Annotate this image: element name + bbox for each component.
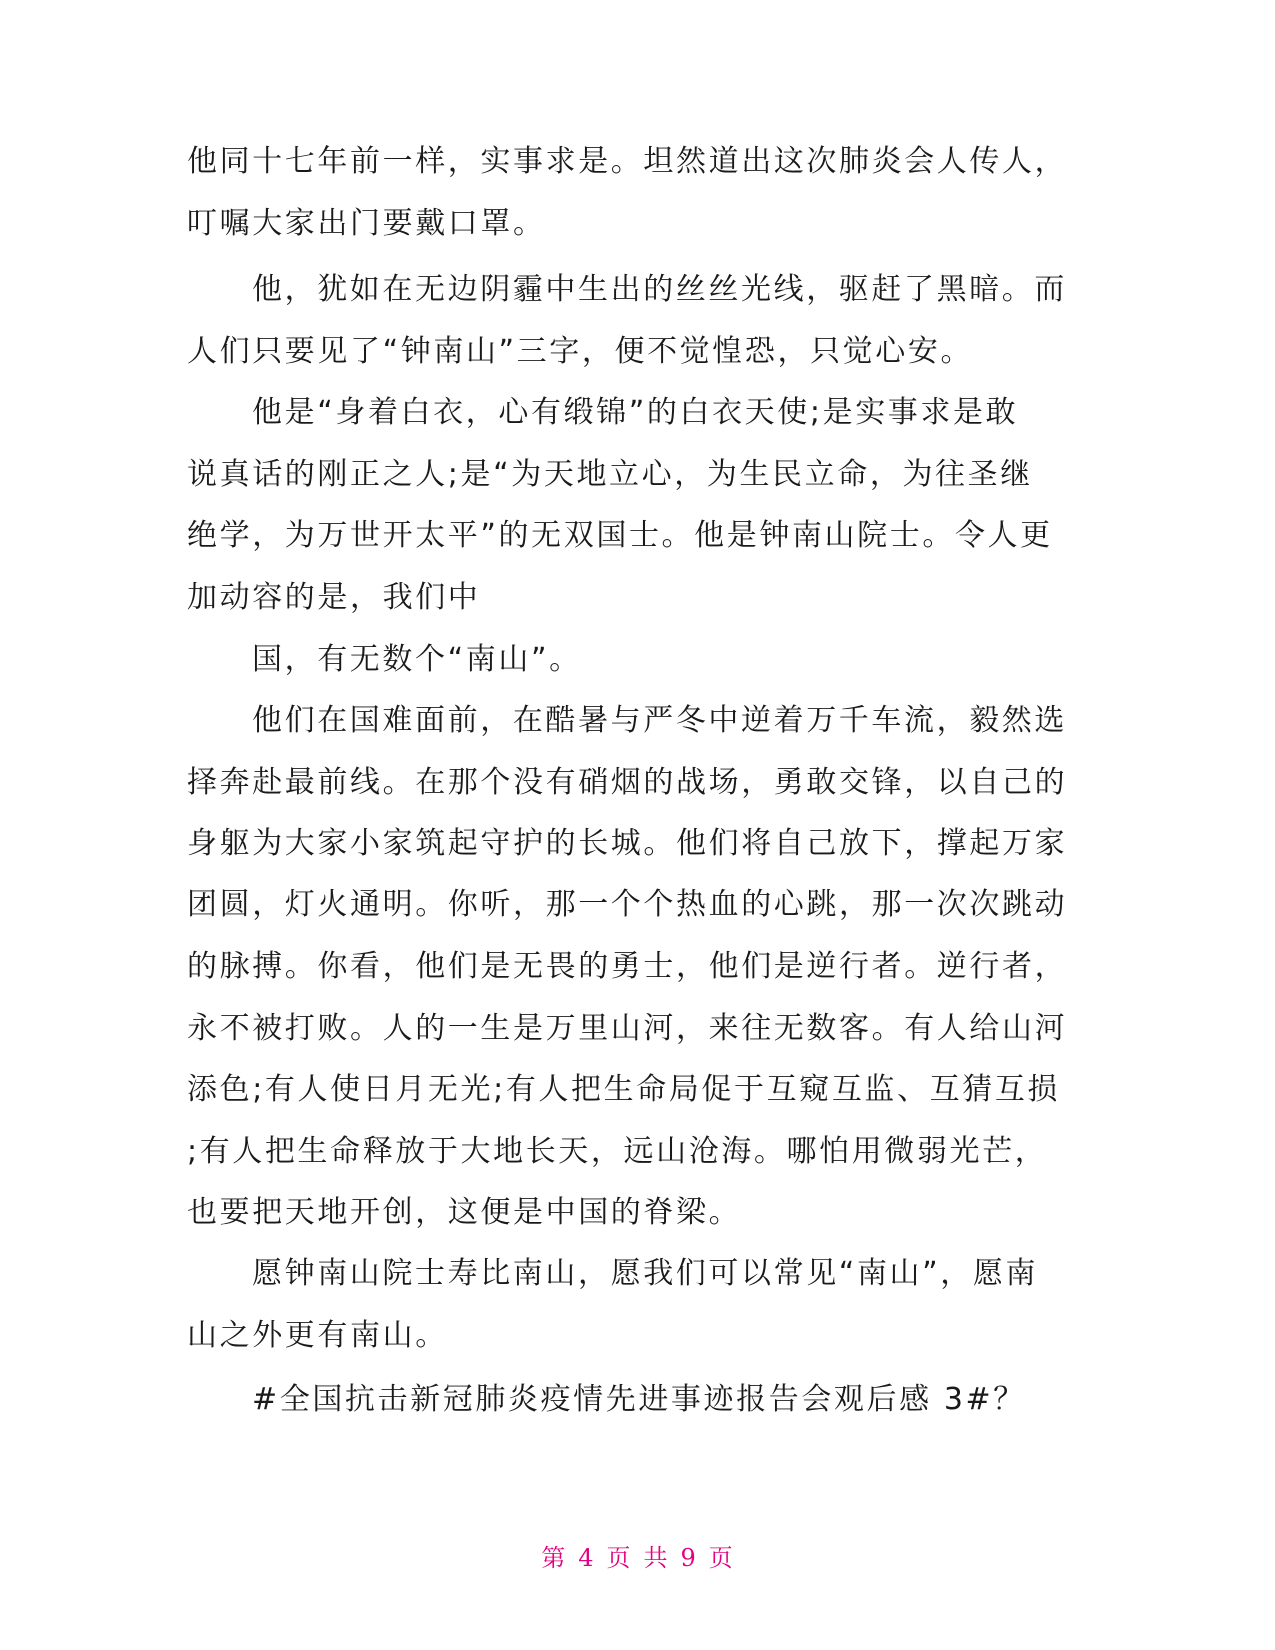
text-line: 叮嘱大家出门要戴口罩。 xyxy=(187,206,546,241)
footer-total-pages: 9 xyxy=(680,1544,697,1572)
text-line: 身躯为大家小家筑起守护的长城。他们将自己放下，撑起万家 xyxy=(187,826,1068,861)
text-line: 人们只要见了“钟南山”三字，便不觉惶恐，只觉心安。 xyxy=(187,334,974,369)
footer-total-prefix: 共 xyxy=(643,1544,669,1572)
text-line: 永不被打败。人的一生是万里山河，来往无数客。有人给山河 xyxy=(187,1011,1068,1046)
footer-prefix: 第 xyxy=(541,1544,567,1572)
footer-total-unit: 页 xyxy=(708,1544,734,1572)
text-line: 他，犹如在无边阴霾中生出的丝丝光线，驱赶了黑暗。而 xyxy=(252,272,1067,307)
text-line: 也要把天地开创，这便是中国的脊梁。 xyxy=(187,1195,742,1230)
text-line: 他是“身着白衣，心有缎锦”的白衣天使;是实事求是敢 xyxy=(252,395,1019,430)
text-line: 择奔赴最前线。在那个没有硝烟的战场，勇敢交锋，以自己的 xyxy=(187,765,1068,800)
page-footer xyxy=(0,1542,1275,1574)
text-line: 国，有无数个“南山”。 xyxy=(252,642,582,677)
text-line: 加动容的是，我们中 xyxy=(187,580,481,615)
text-line: ;有人把生命释放于大地长天，远山沧海。哪怕用微弱光芒， xyxy=(187,1134,1048,1169)
text-line: 他们在国难面前，在酷暑与严冬中逆着万千车流，毅然选 xyxy=(252,703,1067,738)
text-line: 说真话的刚正之人;是“为天地立心，为生民立命，为往圣继 xyxy=(187,457,1033,492)
text-line: 愿钟南山院士寿比南山，愿我们可以常见“南山”，愿南 xyxy=(252,1256,1039,1291)
footer-page-unit: 页 xyxy=(606,1544,632,1572)
text-line: 添色;有人使日月无光;有人把生命局促于互窥互监、互猜互损 xyxy=(187,1072,1061,1107)
text-line: 他同十七年前一样，实事求是。坦然道出这次肺炎会人传人， xyxy=(187,144,1068,179)
text-line: 的脉搏。你看，他们是无畏的勇士，他们是逆行者。逆行者， xyxy=(187,949,1068,984)
text-line: 山之外更有南山。 xyxy=(187,1318,448,1353)
text-line: 绝学，为万世开太平”的无双国士。他是钟南山院士。令人更 xyxy=(187,518,1053,553)
text-line: 团圆，灯火通明。你听，那一个个热血的心跳，那一次次跳动 xyxy=(187,887,1068,922)
text-line: #全国抗击新冠肺炎疫情先进事迹报告会观后感 3#？ xyxy=(252,1382,1026,1417)
footer-current-page: 4 xyxy=(578,1544,595,1572)
